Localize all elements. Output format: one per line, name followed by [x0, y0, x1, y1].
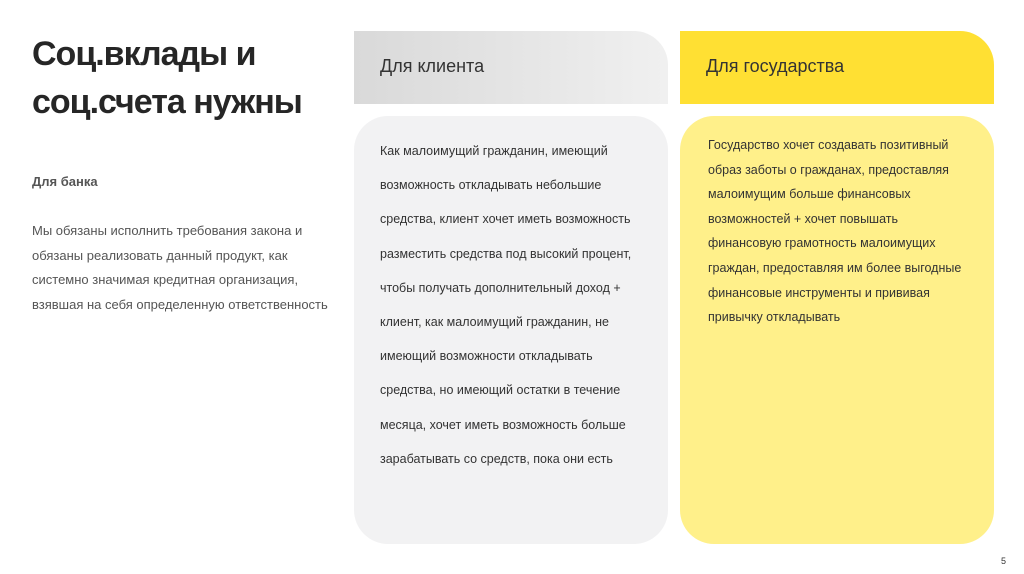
client-card — [354, 116, 668, 544]
client-text: Как малоимущий гражданин, имеющий возможность откладывать небольшие средства, клиент хочет иметь возможность разместить средства под высокий процент, чтобы получать дополнительный доход + клиент, как малоимущий гражданин, не имеющий возможности откладывать средства, но имеющий остатки в течение месяца, хочет иметь возможность больше зарабатывать со средств, пока они есть — [380, 144, 632, 466]
state-text: Государство хочет создавать позитивный образ заботы о гражданах, предоставляя малоимущим больше финансовых возможностей + хочет повышать финансовую грамотность малоимущих граждан, предоставляя им более выгодные финансовые инструменты и прививая привычку откладывать — [708, 138, 962, 325]
bank-text: Мы обязаны исполнить требования закона и обязаны реализовать данный продукт, как системно значимая кредитная организация, взявшая на себя определенную ответственность — [32, 223, 328, 312]
client-header — [354, 31, 668, 104]
state-header — [680, 31, 994, 104]
state-header-label: Для государства — [706, 55, 845, 76]
page-number: 5 — [1000, 556, 1006, 566]
slide-title: Соц.вклады и соц.счета нужны — [32, 35, 302, 121]
state-card — [680, 116, 994, 544]
client-header-label: Для клиента — [380, 55, 485, 76]
bank-label: Для банка — [32, 174, 98, 189]
